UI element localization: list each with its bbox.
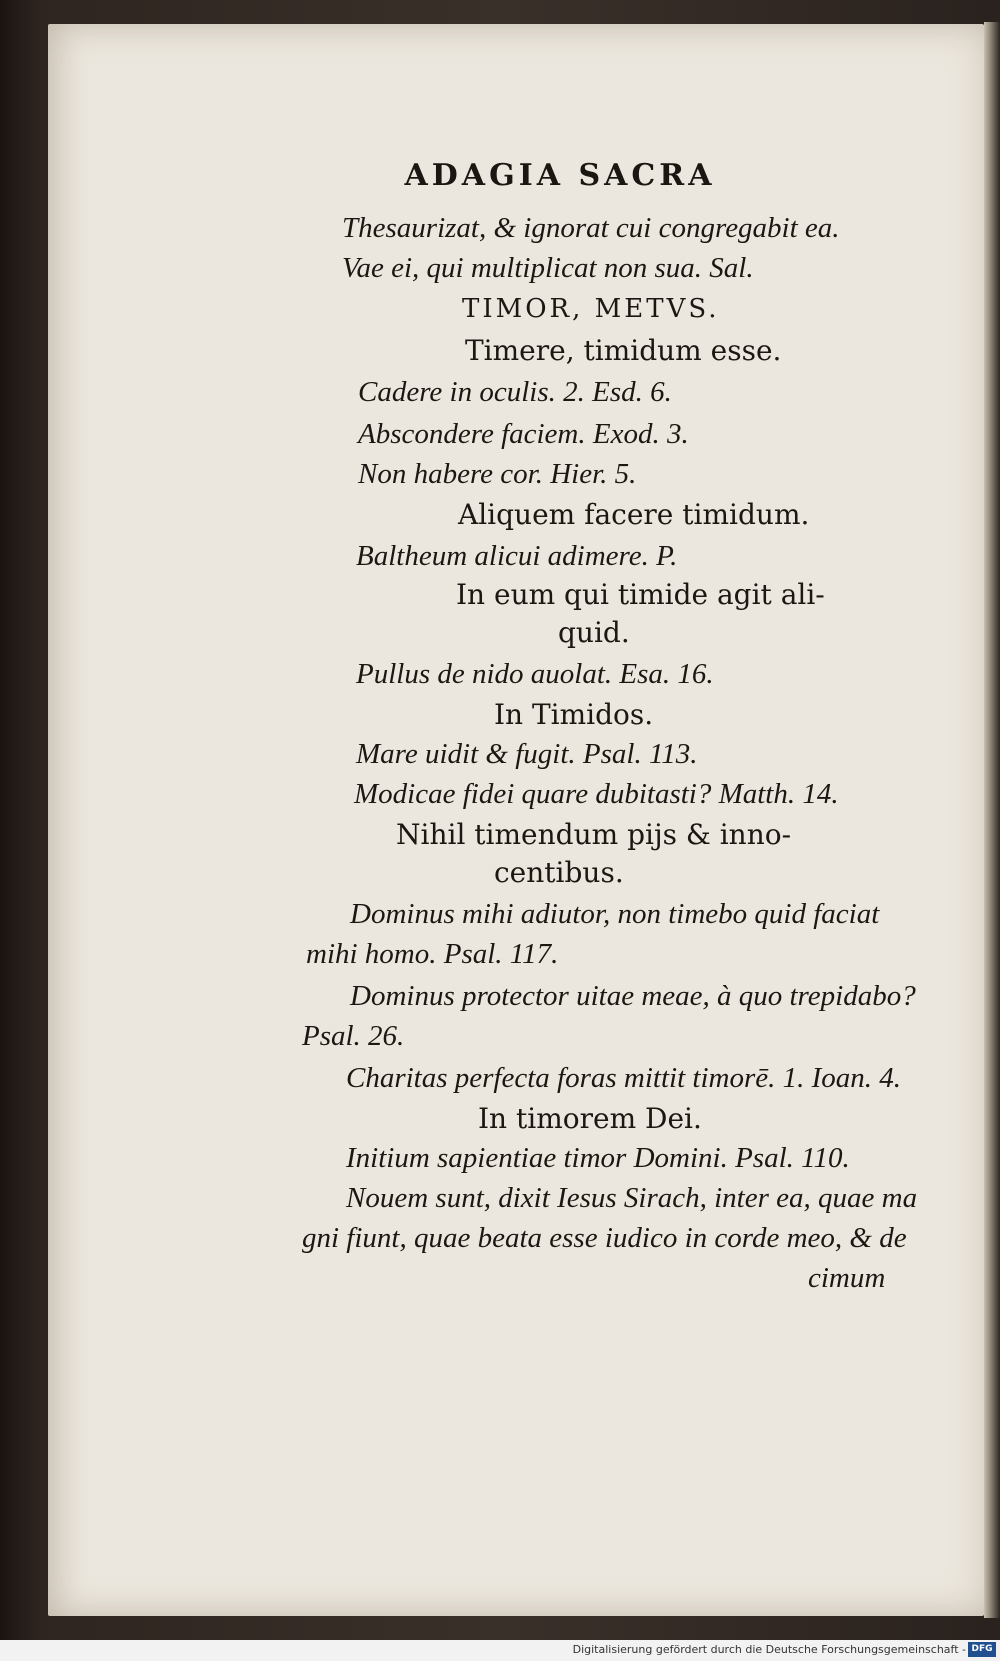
catchword: cimum — [808, 1262, 886, 1294]
text-line: Pullus de nido auolat. Esa. 16. — [356, 658, 714, 690]
text-line: Modicae fidei quare dubitasti? Matth. 14. — [354, 778, 839, 810]
subheading: quid. — [558, 616, 630, 649]
dfg-logo: DFG — [968, 1642, 996, 1657]
text-line: Dominus protector uitae meae, à quo trepidabo? — [350, 980, 916, 1012]
subheading: Nihil timendum pijs & inno- — [396, 818, 792, 851]
subheading: centibus. — [494, 856, 624, 889]
text-line: Psal. 26. — [302, 1020, 405, 1052]
text-line: Cadere in oculis. 2. Esd. 6. — [358, 376, 672, 408]
subheading: In eum qui timide agit ali- — [456, 578, 825, 611]
subheading: Aliquem facere timidum. — [458, 498, 810, 531]
section-heading: TIMOR, METVS. — [462, 294, 720, 324]
text-line: Mare uidit & fugit. Psal. 113. — [356, 738, 698, 770]
text-line: Baltheum alicui adimere. P. — [356, 540, 678, 572]
funding-notice: Digitalisierung gefördert durch die Deutsche Forschungsgemeinschaft - — [572, 1643, 966, 1656]
text-line: gni fiunt, quae beata esse iudico in corde meo, & de — [302, 1222, 907, 1254]
text-line: Thesaurizat, & ignorat cui congregabit ea. — [342, 212, 840, 244]
text-line: mihi homo. Psal. 117. — [306, 938, 559, 970]
subheading: Timere, timidum esse. — [465, 334, 782, 367]
text-line: Dominus mihi adiutor, non timebo quid faciat — [350, 898, 880, 930]
subheading: In timorem Dei. — [478, 1102, 702, 1135]
text-line: Initium sapientiae timor Domini. Psal. 110. — [346, 1142, 850, 1174]
text-line: Nouem sunt, dixit Iesus Sirach, inter ea, quae ma — [346, 1182, 918, 1214]
text-line: Non habere cor. Hier. 5. — [358, 458, 637, 490]
text-line: Vae ei, qui multiplicat non sua. Sal. — [342, 252, 754, 284]
text-line: Charitas perfecta foras mittit timorē. 1. Ioan. 4. — [346, 1062, 902, 1094]
subheading: In Timidos. — [494, 698, 654, 731]
running-head: ADAGIA SACRA — [404, 158, 716, 193]
text-line: Abscondere faciem. Exod. 3. — [358, 418, 689, 450]
